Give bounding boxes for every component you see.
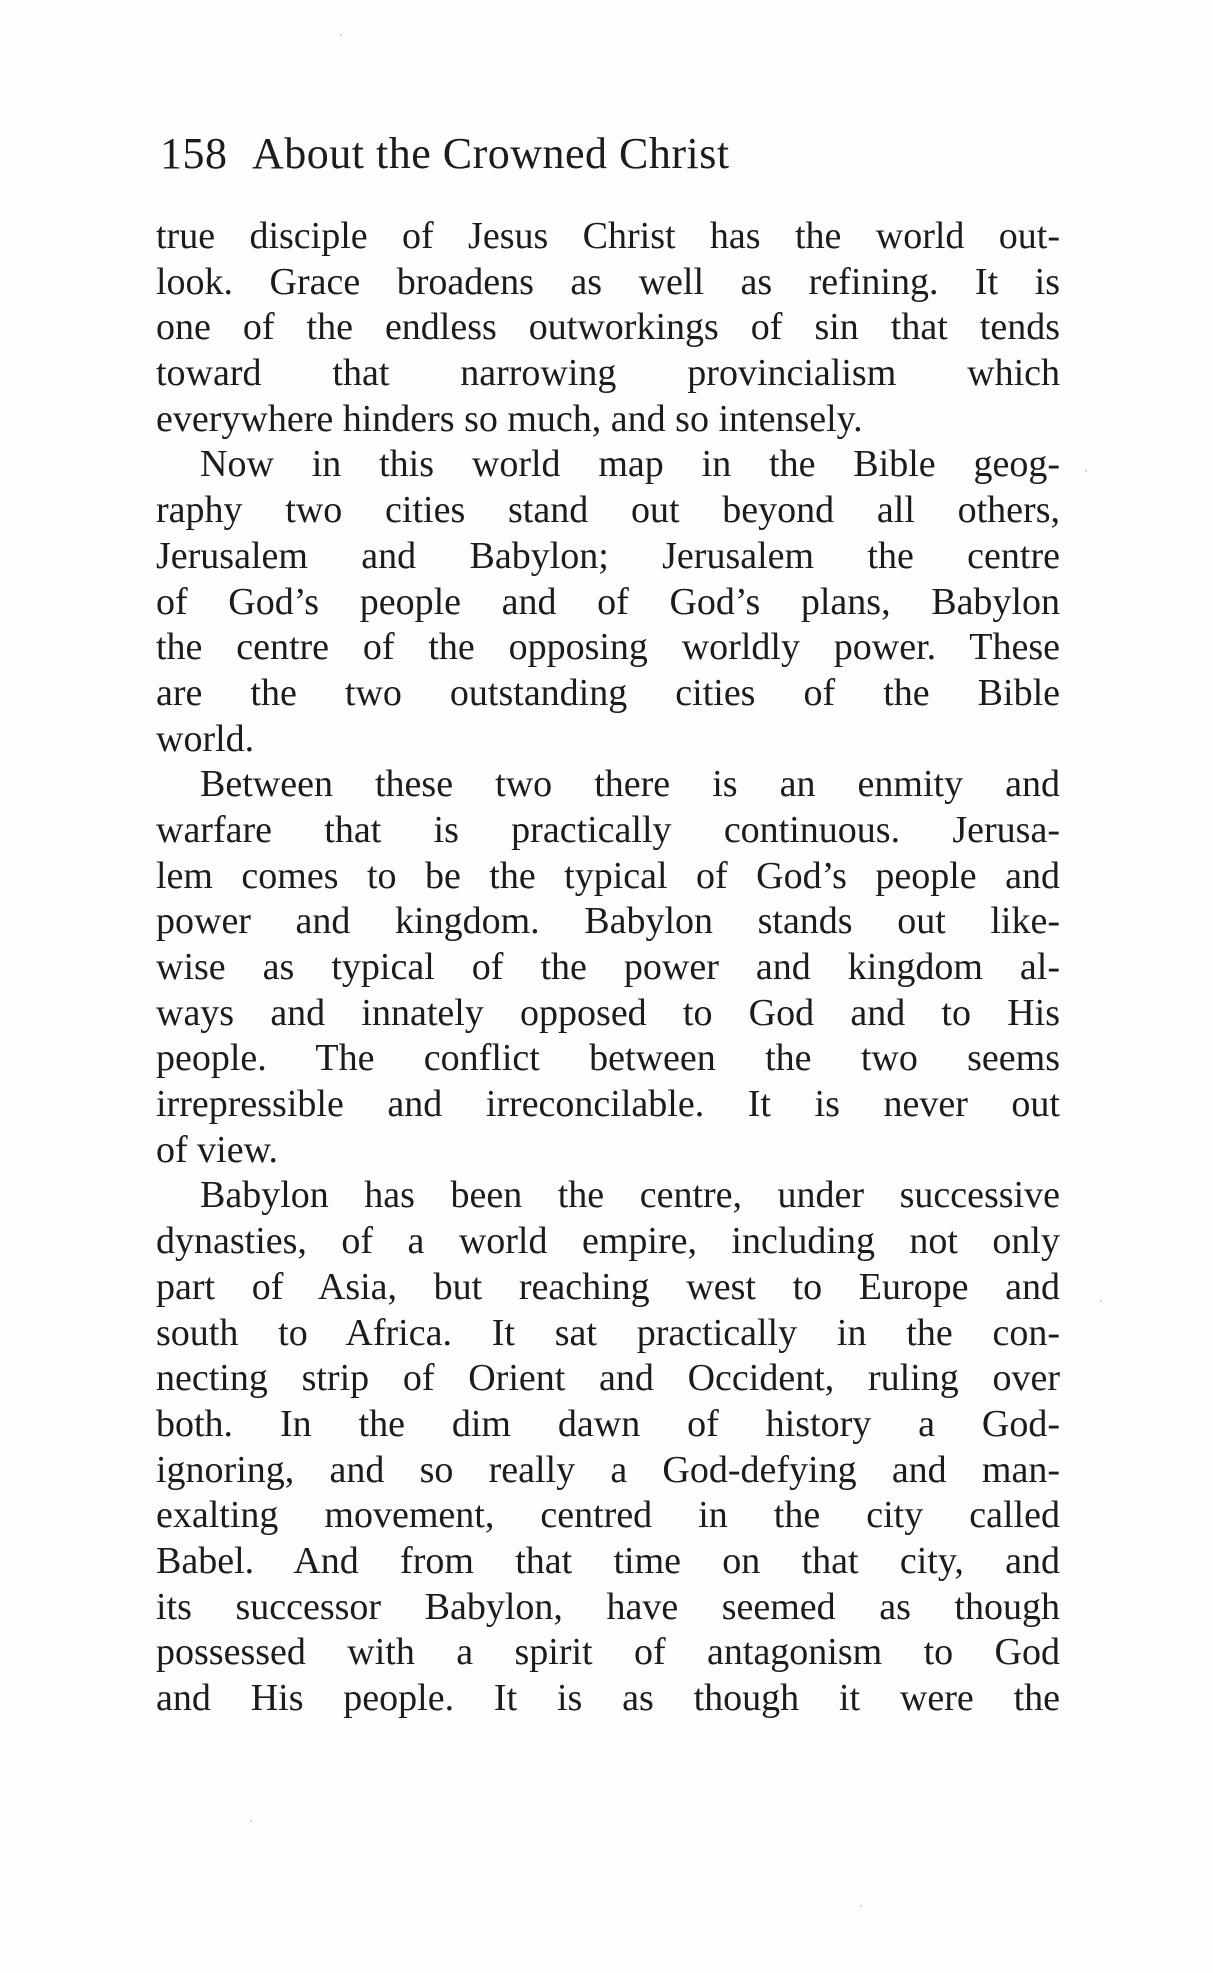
text-line: lem comes to be the typical of God’s people and [156,854,1060,897]
text-line: of God’s people and of God’s plans, Babylon [156,580,1060,623]
text-line: Babylon has been the centre, under successive [200,1174,1060,1217]
text-line: raphy two cities stand out beyond all others, [156,489,1060,532]
text-line: necting strip of Orient and Occident, ruling over [156,1357,1060,1400]
text-line: the centre of the opposing worldly power. These [156,626,1060,669]
text-line: world. [156,717,255,760]
paper-speck [250,1820,252,1822]
text-line: toward that narrowing provincialism which [156,352,1060,395]
text-line: dynasties, of a world empire, including not only [156,1220,1060,1263]
text-line: of view. [156,1128,279,1171]
text-line: are the two outstanding cities of the Bible [156,671,1060,714]
text-line: south to Africa. It sat practically in the con- [156,1311,1060,1354]
text-line: Between these two there is an enmity and [200,763,1060,806]
text-line: one of the endless outworkings of sin that tends [156,306,1060,349]
text-line: warfare that is practically continuous. Jerusa- [156,808,1060,851]
text-line: everywhere hinders so much, and so intensely. [156,397,863,440]
text-line: and His people. It is as though it were the [156,1677,1060,1719]
running-header [160,128,1060,188]
text-line: Now in this world map in the Bible geog- [200,443,1060,486]
text-line: wise as typical of the power and kingdom al- [156,946,1060,988]
text-line: exalting movement, centred in the city called [156,1494,1060,1537]
text-line: ways and innately opposed to God and to His [156,991,1060,1034]
paper-speck [1100,1300,1102,1302]
text-line: people. The conflict between the two seems [156,1037,1060,1080]
running-title: About the Crowned Christ [252,129,730,178]
text-line: its successor Babylon, have seemed as though [156,1585,1060,1628]
text-line: ignoring, and so really a God-defying and man- [156,1448,1060,1491]
paper-speck [860,1905,862,1907]
page-number: 158 [160,129,228,178]
body-text [156,214,1060,1722]
paper-speck [340,34,342,36]
text-line: power and kingdom. Babylon stands out like- [156,900,1060,943]
text-line: part of Asia, but reaching west to Europe and [156,1265,1060,1308]
text-line: Jerusalem and Babylon; Jerusalem the centre [156,534,1060,577]
text-line: irrepressible and irreconcilable. It is never out [156,1083,1060,1126]
paper-speck [1085,470,1087,472]
text-line: possessed with a spirit of antagonism to God [156,1631,1060,1674]
text-line: look. Grace broadens as well as refining. It is [156,260,1060,303]
text-line: true disciple of Jesus Christ has the world out- [156,215,1060,257]
text-line: both. In the dim dawn of history a God- [156,1402,1060,1445]
text-line: Babel. And from that time on that city, and [156,1539,1060,1582]
